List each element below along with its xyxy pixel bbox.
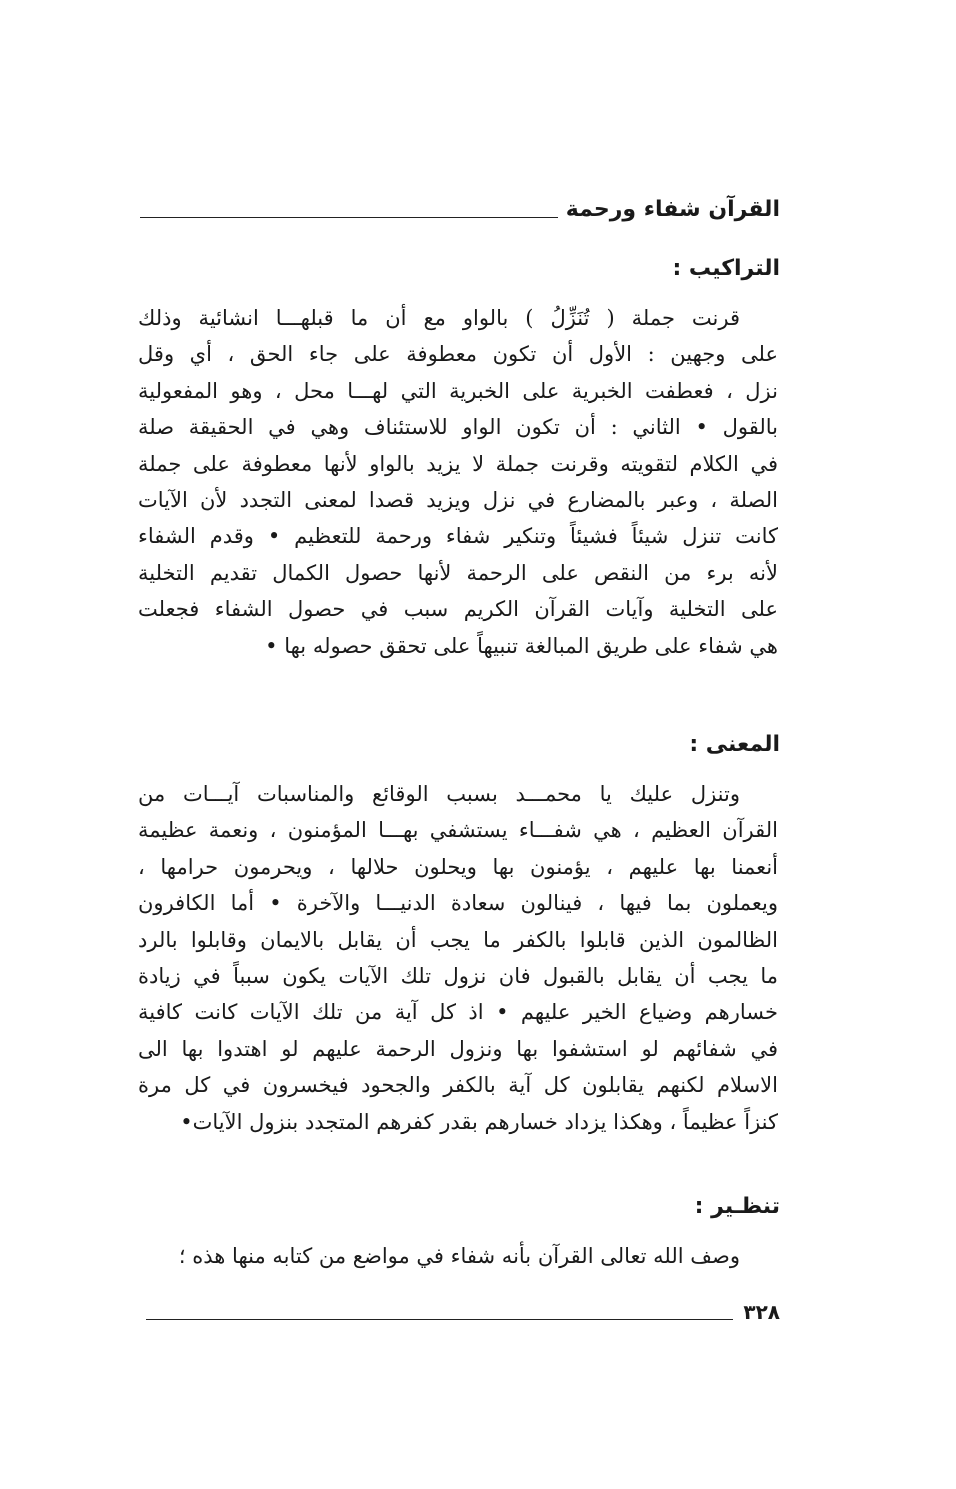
- text-line: كانت تنزل شيئاً فشيئاً وتنكير شفاء ورحمة للتعظيم • وقدم الشفاء: [138, 524, 778, 549]
- text-line: الظالمون الذين قابلوا بالكفر ما يجب أن يقابل بالايمان وقابلوا بالرد: [138, 927, 778, 952]
- running-header: [140, 196, 780, 224]
- text-line: على التخلية وآيات القرآن الكريم سبب في حصول الشفاء فجعلت: [138, 597, 778, 622]
- text-line: في الكلام لتقويته وقرنت جملة لا يزيد بالواو لأنها معطوفة على جملة: [138, 451, 778, 476]
- heading-tarakib: التراكيب :: [672, 256, 780, 281]
- text-line: الصلة ، وعبر بالمضارع في نزل ويزيد قصدا لمعنى التجدد لأن الآيات: [138, 488, 778, 513]
- paragraph-tarakib: [138, 300, 778, 664]
- running-title: القرآن شفاء ورحمة: [565, 197, 780, 222]
- text-line: نزل ، فعطفت الخبرية على الخبرية التي لهـــا محل ، وهو المفعولية: [138, 378, 778, 403]
- footer-rule: [146, 1319, 733, 1320]
- page-number: ٣٢٨: [743, 1300, 780, 1324]
- text-line: خسارهم وضياع الخير عليهم • اذ كل آية من تلك الآيات كانت كافية: [138, 1000, 778, 1025]
- text-line: بالقول • الثاني : أن تكون الواو للاستئناف وهي في الحقيقة صلة: [138, 415, 778, 440]
- text-line: ويعملون بما فيها ، فينالون سعادة الدنيـــا والآخرة • أما الكافرون: [138, 891, 778, 916]
- text-line: وصف الله تعالى القرآن بأنه شفاء في مواضع من كتابه منها هذه ؛: [178, 1244, 740, 1268]
- header-rule: [140, 217, 558, 218]
- heading-maana: المعنى :: [689, 732, 780, 757]
- page-footer: [146, 1300, 780, 1324]
- paragraph-maana: [138, 776, 778, 1140]
- text-line: ما يجب أن يقابل بالقبول فان نزول تلك الآيات يكون سبباً في زيادة: [138, 964, 778, 989]
- text-line: هي شفاء على طريق المبالغة تنبيهاً على تحقق حصوله بها •: [265, 633, 778, 658]
- text-line: قرنت جملة ( تُنَزِّلُ ) بالواو مع أن ما قبلهـــا انشائية وذلك: [138, 306, 740, 330]
- paragraph-tanzir: [138, 1238, 778, 1274]
- text-line: لأنه برء من النقص على الرحمة لأنها حصول الكمال تقديم التخلية: [138, 560, 778, 585]
- text-line: وتنزل عليك يا محمـــد بسبب الوقائع والمناسبات آيـــات من: [138, 782, 740, 806]
- text-line: الاسلام لكنهم يقابلون كل آية بالكفر والجحود فيخسرون في كل مرة: [138, 1073, 778, 1098]
- text-line: القرآن العظيم ، هي شفـــاء يستشفي بهـــا المؤمنون ، ونعمة عظيمة: [138, 818, 778, 843]
- text-line: كنزاً عظيماً ، وهكذا يزداد خسارهم بقدر كفرهم المتجدد بنزول الآيات•: [180, 1109, 778, 1134]
- text-line: في شفائهم لو استشفوا بها ونزول الرحمة عليهم لو اهتدوا بها الى: [138, 1036, 778, 1061]
- text-line: أنعمنا بها عليهم ، يؤمنون بها ويحلون حلالها ، ويحرمون حرامها ،: [138, 854, 778, 879]
- heading-tanzir: تنظـير :: [694, 1194, 780, 1219]
- text-line: على وجهين : الأول أن تكون معطوفة على جاء الحق ، أي وقل: [138, 342, 778, 367]
